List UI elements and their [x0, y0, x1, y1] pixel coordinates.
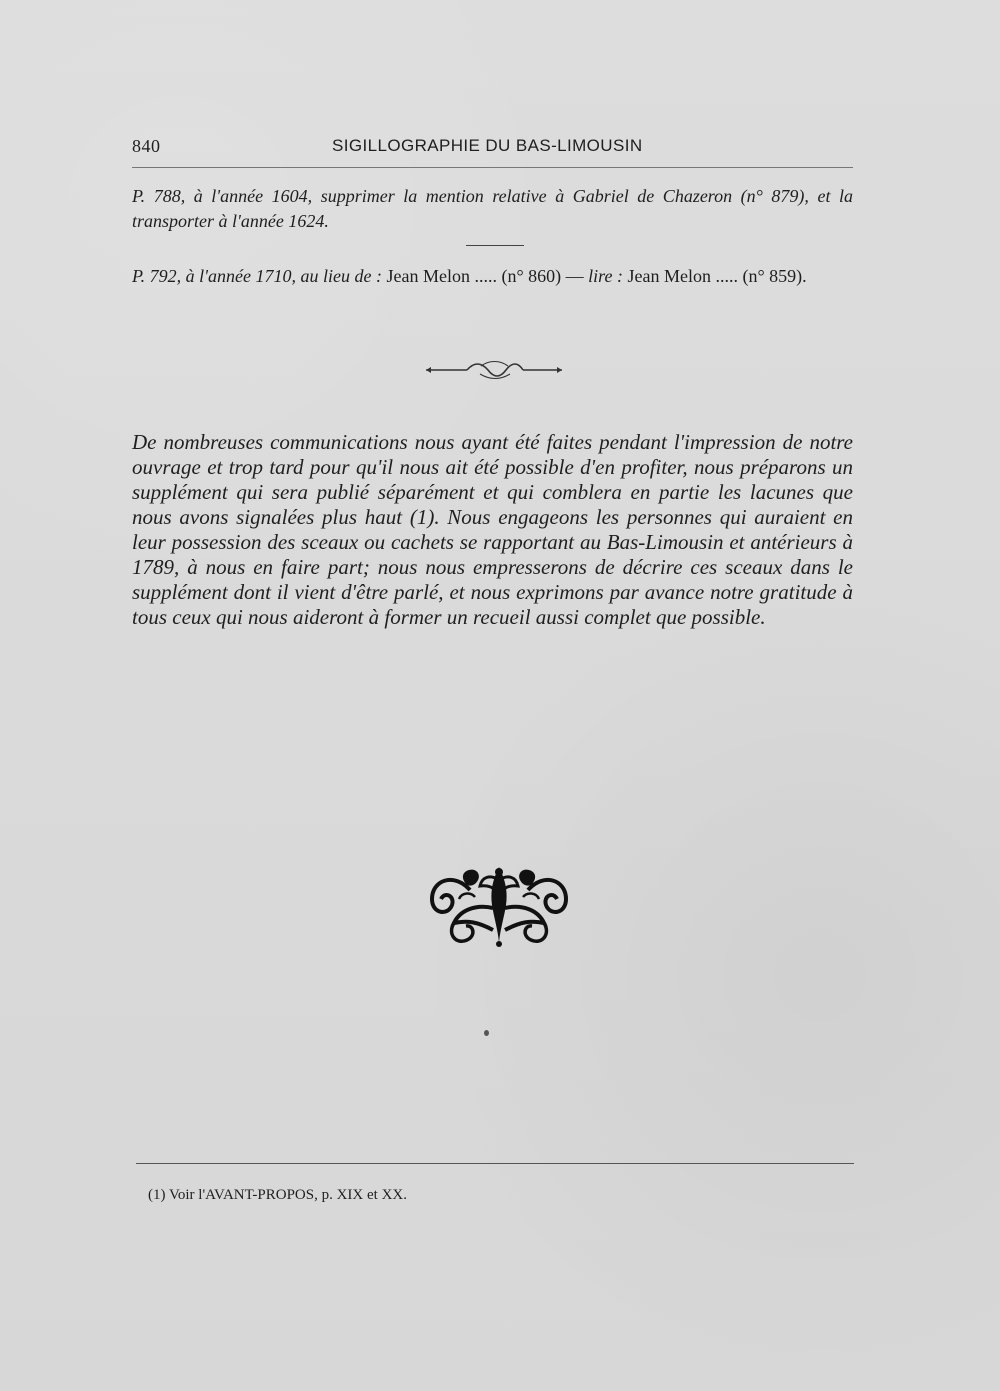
entry-two	[132, 264, 853, 289]
short-rule	[466, 245, 524, 246]
small-dot-mark	[484, 1030, 489, 1036]
main-paragraph: De nombreuses communications nous ayant été faites pendant l'impression de notre ouvrage et trop tard pour qu'il nous ait été possible d'en profiter, nous préparons un supplément qui sera publié séparément et qui comblera en partie les lacunes que nous avons signalées plus haut (1). Nous engageons les personnes qui auraient en leur possession des sceaux ou cachets se rapportant au Bas-Limousin et antérieurs à 1789, à nous en faire part; nous nous empresserons de décrire ces sceaux dans le supplément dont il vient d'être parlé, et nous exprimons par avance notre gratitude à tous ceux qui nous aideront à former un recueil aussi complet que possible.	[132, 430, 853, 629]
entry-two-first-ref: Jean Melon ..... (n° 860)	[386, 266, 562, 286]
entry-two-dash: —	[565, 266, 584, 286]
entry-one: P. 788, à l'année 1604, supprimer la mention relative à Gabriel de Chazeron (n° 879), et la transporter à l'année 1624.	[132, 186, 853, 231]
footnote-rule	[136, 1163, 854, 1164]
line-ornament-icon	[424, 360, 566, 380]
page-number: 840	[132, 136, 161, 156]
entry-two-lire: lire :	[588, 266, 623, 286]
entry-two-second-ref: Jean Melon ..... (n° 859).	[627, 266, 807, 286]
entry-two-prefix: P. 792, à l'année 1710, au lieu de :	[132, 266, 382, 286]
page-title: SIGILLOGRAPHIE DU BAS-LIMOUSIN	[332, 136, 643, 155]
floral-vignette-icon	[420, 862, 578, 948]
running-header	[132, 136, 853, 166]
footnote: (1) Voir l'AVANT-PROPOS, p. XIX et XX.	[148, 1187, 407, 1203]
header-rule	[132, 167, 853, 168]
